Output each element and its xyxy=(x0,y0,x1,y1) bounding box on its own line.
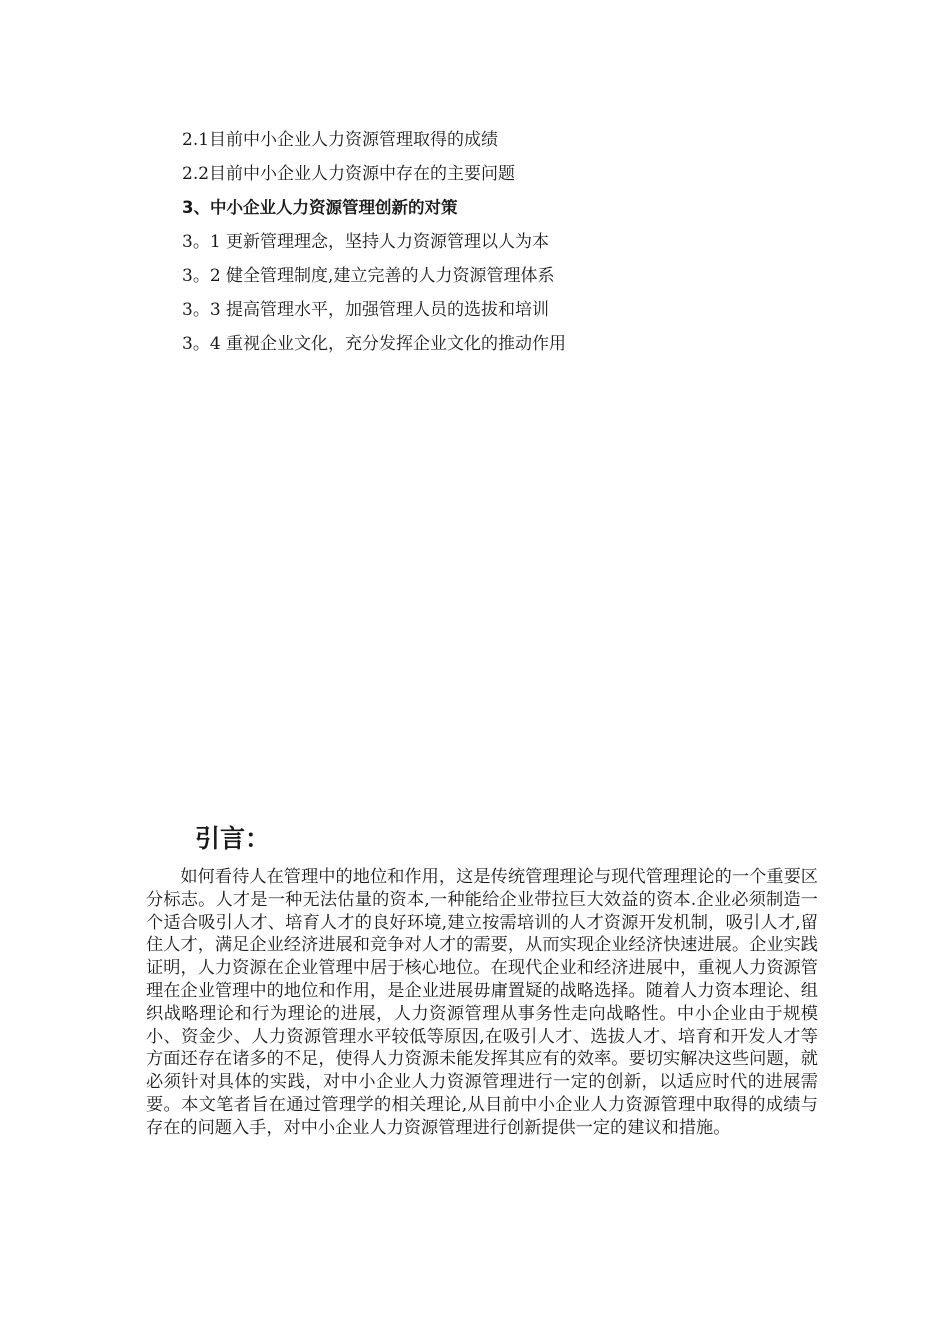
introduction-paragraph: 如何看待人在管理中的地位和作用，这是传统管理理论与现代管理理论的一个重要区分标志。人才是一种无法估量的资本,一种能给企业带拉巨大效益的资本.企业必须制造一个适合吸引人才、培育人才的良好环境,建立按需培训的人才资源开发机制，吸引人才,留住人才，满足企业经济进展和竞争对人才的需要，从而实现企业经济快速进展。企业实践证明，人力资源在企业管理中居于核心地位。在现代企业和经济进展中，重视人力资源管理在企业管理中的地位和作用，是企业进展毋庸置疑的战略选择。随着人力资本理论、组织战略理论和行为理论的进展，人力资源管理从事务性走向战略性。中小企业由于规模小、资金少、人力资源管理水平较低等原因,在吸引人才、选拔人才、培育和开发人才等方面还存在诸多的不足，使得人力资源未能发挥其应有的效率。要切实解决这些问题，就必须针对具体的实践，对中小企业人力资源管理进行一定的创新，以适应时代的进展需要。本文笔者旨在通过管理学的相关理论,从目前中小企业人力资源管理中取得的成绩与存在的问题入手，对中小企业人力资源管理进行创新提供一定的建议和措施。 xyxy=(146,867,818,1138)
toc-section-3-heading: 3、中小企业人力资源管理创新的对策 xyxy=(182,198,458,217)
toc-item-2-1: 2.1目前中小企业人力资源管理取得的成绩 xyxy=(182,130,499,150)
toc-item-2-2: 2.2目前中小企业人力资源中存在的主要问题 xyxy=(182,164,516,184)
toc-item-3-3: 3。3 提高管理水平，加强管理人员的选拔和培训 xyxy=(182,300,550,320)
toc-item-3-1: 3。1 更新管理理念，坚持人力资源管理以人为本 xyxy=(182,232,550,252)
introduction-heading: 引言： xyxy=(195,824,271,853)
toc-item-3-2: 3。2 健全管理制度,建立完善的人力资源管理体系 xyxy=(182,266,555,286)
table-of-contents xyxy=(182,123,566,361)
toc-item-3-4: 3。4 重视企业文化，充分发挥企业文化的推动作用 xyxy=(182,334,567,354)
